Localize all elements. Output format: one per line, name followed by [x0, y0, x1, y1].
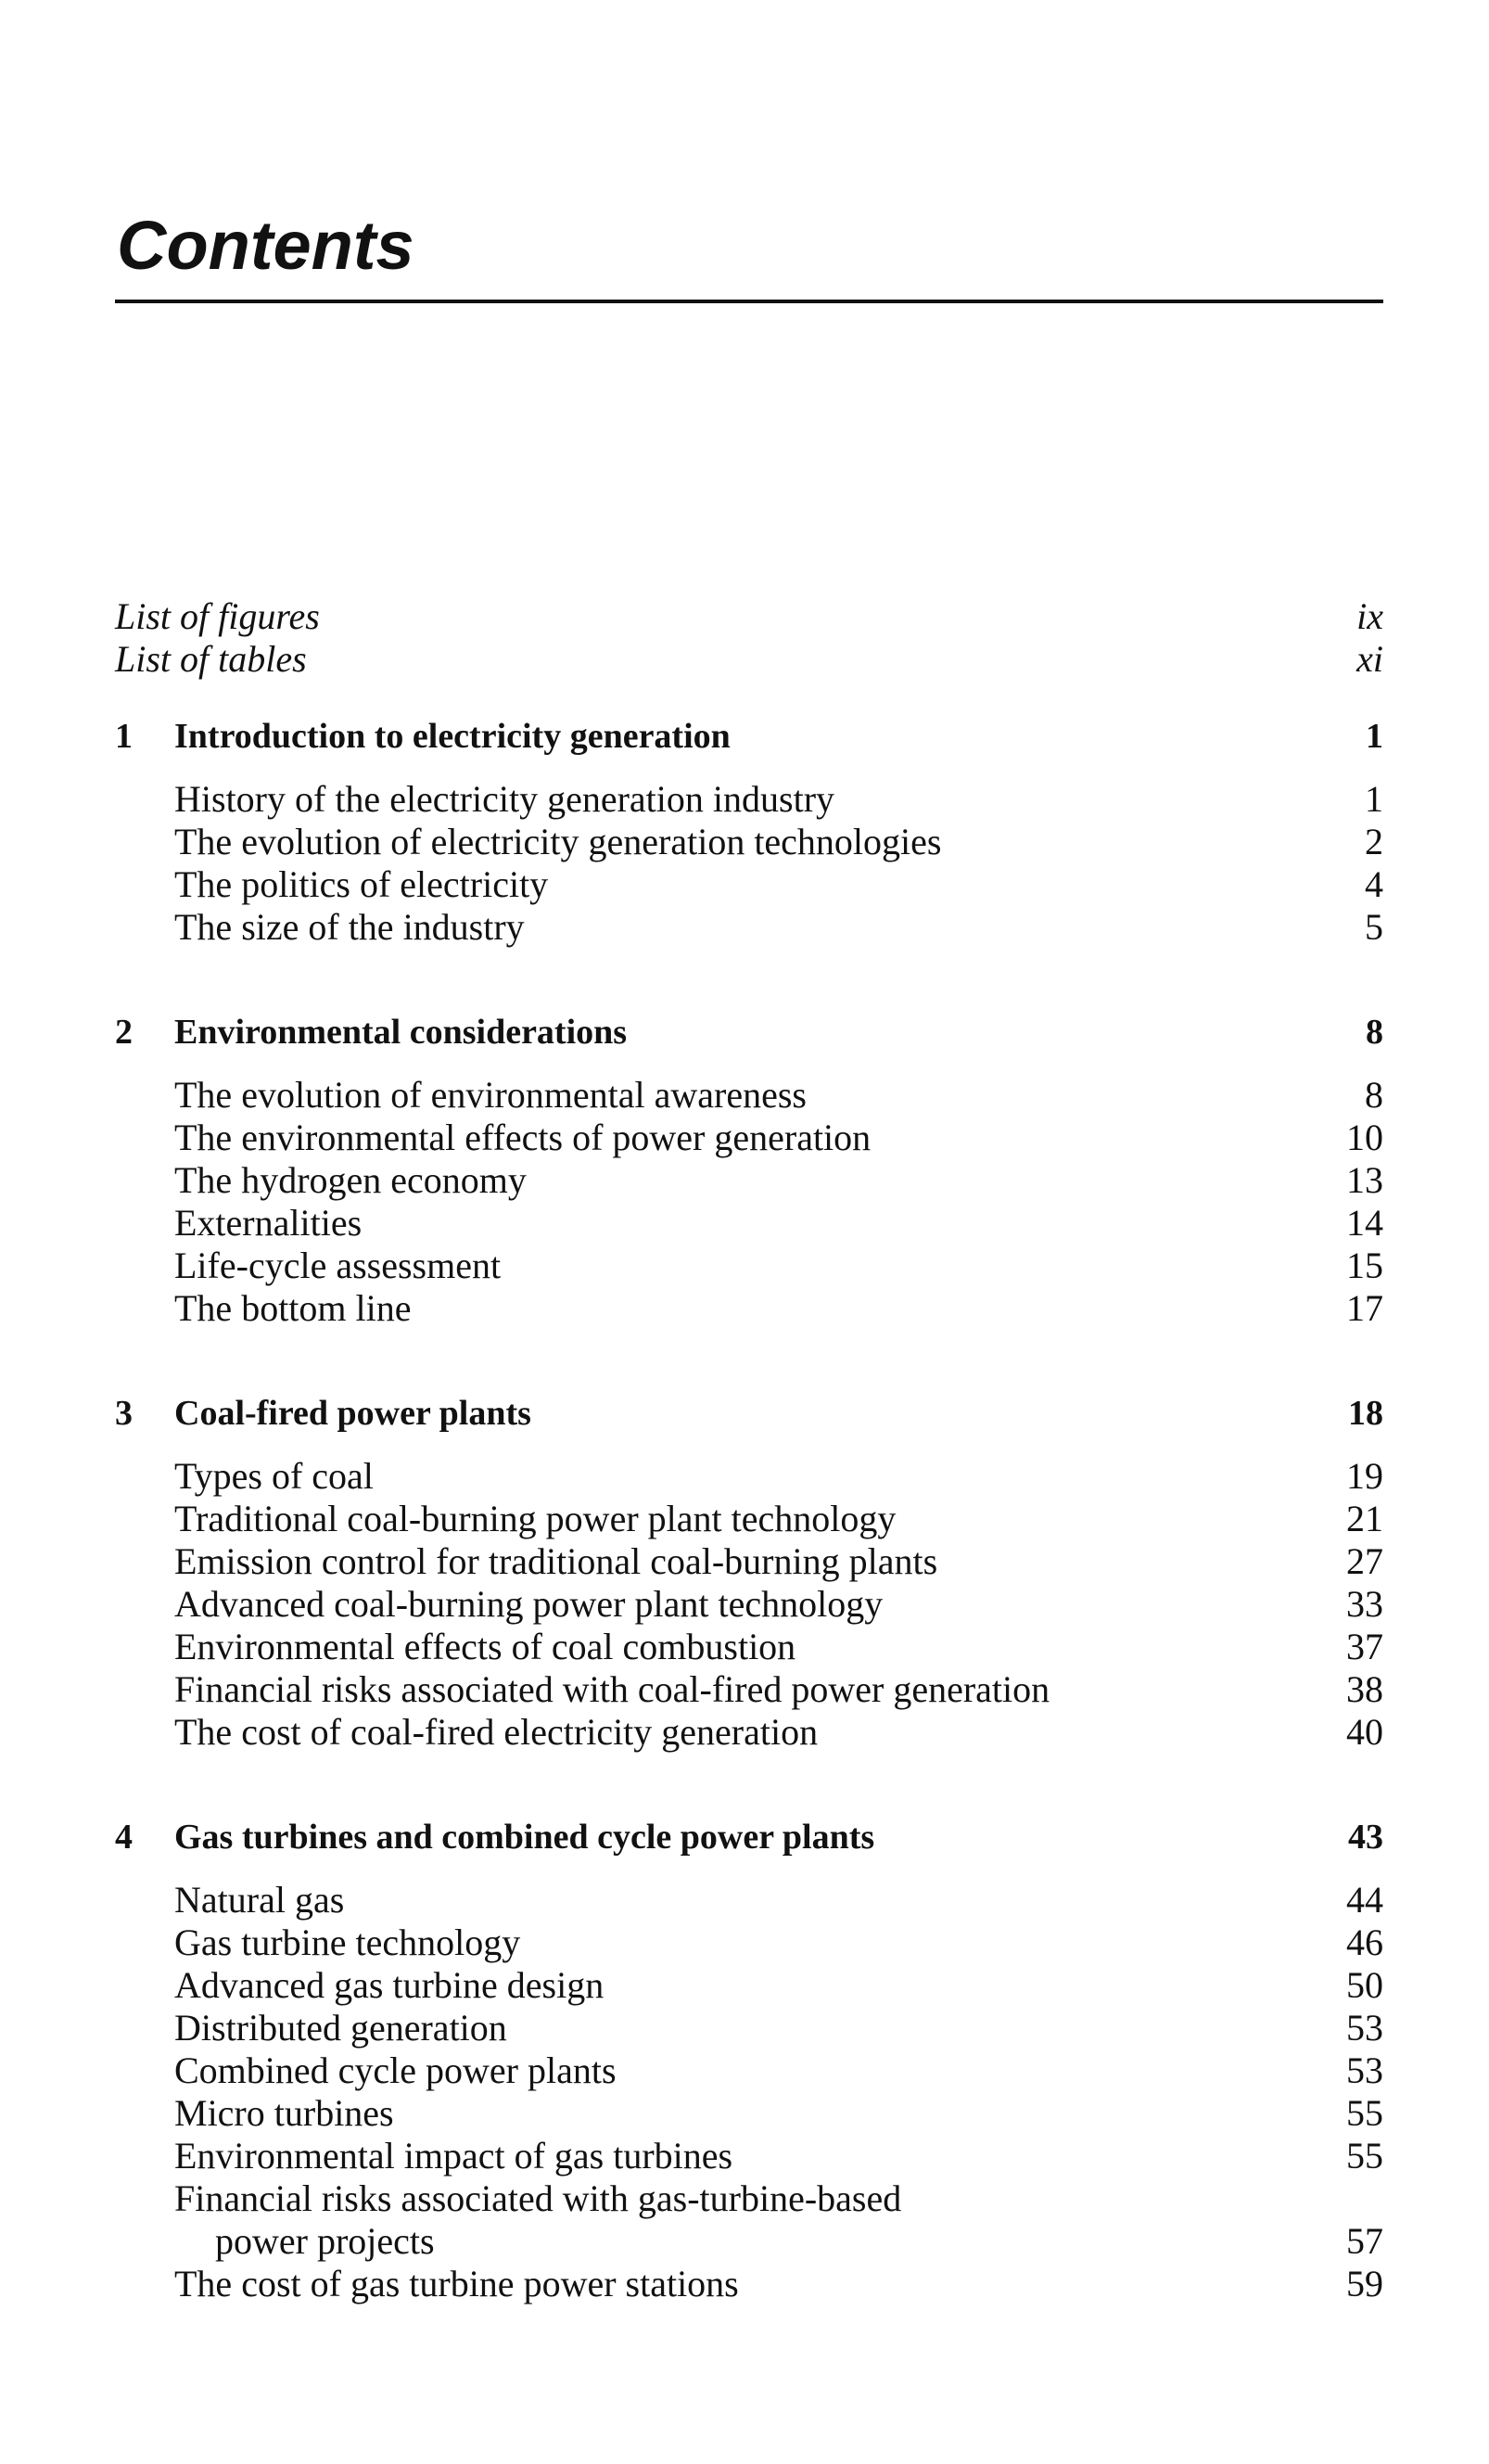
- section-page: 19: [1346, 1455, 1383, 1497]
- entry-title: List of tables: [115, 638, 307, 680]
- section-title: Traditional coal-burning power plant technology: [174, 1498, 897, 1539]
- section-title: The evolution of environmental awareness: [174, 1074, 807, 1116]
- section-title: Environmental impact of gas turbines: [174, 2135, 733, 2177]
- section-title: The politics of electricity: [174, 863, 549, 905]
- table-of-contents: [115, 595, 1383, 2305]
- section-title: History of the electricity generation industry: [174, 778, 835, 820]
- section-page: 21: [1346, 1498, 1383, 1539]
- chapter-title: Introduction to electricity generation: [174, 717, 731, 756]
- section-title: Externalities: [174, 1202, 363, 1244]
- section-entry[interactable]: [115, 1964, 1383, 2007]
- page-title: Contents: [117, 207, 414, 284]
- section-entry[interactable]: [115, 1921, 1383, 1964]
- entry-page: ix: [1356, 595, 1383, 637]
- section-page: 8: [1365, 1074, 1383, 1116]
- chapter-heading[interactable]: [115, 1011, 1383, 1053]
- section-page: 4: [1365, 863, 1383, 905]
- section-title: Gas turbine technology: [174, 1921, 521, 1963]
- section-entry[interactable]: [115, 2135, 1383, 2177]
- section-page: 44: [1346, 1879, 1383, 1921]
- chapter-title: Coal-fired power plants: [174, 1394, 531, 1433]
- chapter-title: Gas turbines and combined cycle power plants: [174, 1818, 875, 1857]
- section-entry[interactable]: [115, 1287, 1383, 1330]
- section-title: Emission control for traditional coal-burning plants: [174, 1540, 938, 1582]
- section-entry[interactable]: [115, 1074, 1383, 1117]
- section-page: 46: [1346, 1921, 1383, 1963]
- section-entry[interactable]: [115, 1668, 1383, 1711]
- section-page: 38: [1346, 1668, 1383, 1710]
- section-page: 53: [1346, 2049, 1383, 2091]
- section-page: 50: [1346, 1964, 1383, 2006]
- section-page: 2: [1365, 821, 1383, 862]
- section-entry[interactable]: [115, 1583, 1383, 1626]
- section-title-line1: Financial risks associated with gas-turbine-based: [174, 2177, 902, 2219]
- chapter-number: 2: [115, 1013, 133, 1052]
- chapter-number: 1: [115, 717, 133, 756]
- section-page: 5: [1365, 906, 1383, 948]
- toc-entry-list-of-tables[interactable]: [115, 638, 1383, 681]
- section-entry[interactable]: [115, 1540, 1383, 1583]
- chapter-heading[interactable]: [115, 715, 1383, 758]
- section-entry[interactable]: [115, 1117, 1383, 1159]
- section-entry[interactable]: [115, 2049, 1383, 2092]
- section-entry[interactable]: [115, 1498, 1383, 1540]
- chapter-2: [115, 1011, 1383, 1330]
- section-title: Types of coal: [174, 1455, 374, 1497]
- section-title: The hydrogen economy: [174, 1159, 527, 1201]
- section-title: The cost of coal-fired electricity generation: [174, 1711, 819, 1753]
- section-page: 1: [1365, 778, 1383, 820]
- chapter-page: 1: [1366, 717, 1383, 756]
- entry-page: xi: [1356, 638, 1383, 680]
- section-entry[interactable]: [115, 778, 1383, 821]
- section-page: 55: [1346, 2092, 1383, 2134]
- section-page: 10: [1346, 1117, 1383, 1158]
- chapter-number: 3: [115, 1394, 133, 1433]
- section-title: Environmental effects of coal combustion: [174, 1626, 796, 1667]
- section-entry[interactable]: [115, 1159, 1383, 1202]
- toc-entry-list-of-figures[interactable]: [115, 595, 1383, 638]
- section-title: The environmental effects of power generation: [174, 1117, 872, 1158]
- section-title-line2: power projects: [215, 2220, 435, 2262]
- section-page: 57: [1346, 2220, 1383, 2262]
- section-page: 14: [1346, 1202, 1383, 1244]
- entry-title: List of figures: [115, 595, 320, 637]
- section-entry[interactable]: [115, 1879, 1383, 1921]
- section-entry[interactable]: [115, 2007, 1383, 2049]
- section-page: 40: [1346, 1711, 1383, 1753]
- section-title: Distributed generation: [174, 2007, 507, 2049]
- chapter-title: Environmental considerations: [174, 1013, 628, 1052]
- chapter-page: 43: [1348, 1818, 1383, 1857]
- section-page: 53: [1346, 2007, 1383, 2049]
- heading-rule: [115, 300, 1383, 303]
- section-entry[interactable]: [115, 1202, 1383, 1245]
- section-entry[interactable]: [115, 1711, 1383, 1754]
- chapter-4: [115, 1816, 1383, 2305]
- section-page: 17: [1346, 1287, 1383, 1329]
- section-entry[interactable]: [115, 1245, 1383, 1287]
- section-title: Life-cycle assessment: [174, 1245, 502, 1286]
- section-page: 37: [1346, 1626, 1383, 1667]
- section-title: Combined cycle power plants: [174, 2049, 617, 2091]
- section-title: The bottom line: [174, 1287, 412, 1329]
- section-page: 15: [1346, 1245, 1383, 1286]
- chapter-1: [115, 715, 1383, 949]
- section-entry[interactable]: [115, 2177, 1383, 2263]
- section-page: 55: [1346, 2135, 1383, 2177]
- section-title: Advanced gas turbine design: [174, 1964, 605, 2006]
- chapter-3: [115, 1392, 1383, 1754]
- chapter-heading[interactable]: [115, 1392, 1383, 1435]
- chapter-page: 8: [1366, 1013, 1383, 1052]
- chapter-heading[interactable]: [115, 1816, 1383, 1858]
- section-title: Natural gas: [174, 1879, 345, 1921]
- section-title: The cost of gas turbine power stations: [174, 2263, 739, 2304]
- section-page: 13: [1346, 1159, 1383, 1201]
- chapter-page: 18: [1348, 1394, 1383, 1433]
- section-entry[interactable]: [115, 1626, 1383, 1668]
- section-entry[interactable]: [115, 821, 1383, 863]
- section-entry[interactable]: [115, 1455, 1383, 1498]
- section-page: 33: [1346, 1583, 1383, 1625]
- section-page: 59: [1346, 2263, 1383, 2304]
- section-title: The evolution of electricity generation technologies: [174, 821, 942, 862]
- section-title: Advanced coal-burning power plant technology: [174, 1583, 884, 1625]
- section-entry[interactable]: [115, 2263, 1383, 2305]
- section-title: The size of the industry: [174, 906, 525, 948]
- section-entry[interactable]: [115, 863, 1383, 906]
- chapter-number: 4: [115, 1818, 133, 1857]
- section-entry[interactable]: [115, 2092, 1383, 2135]
- section-page: 27: [1346, 1540, 1383, 1582]
- section-title: Financial risks associated with coal-fired power generation: [174, 1668, 1050, 1710]
- section-entry[interactable]: [115, 906, 1383, 949]
- section-title: Micro turbines: [174, 2092, 394, 2134]
